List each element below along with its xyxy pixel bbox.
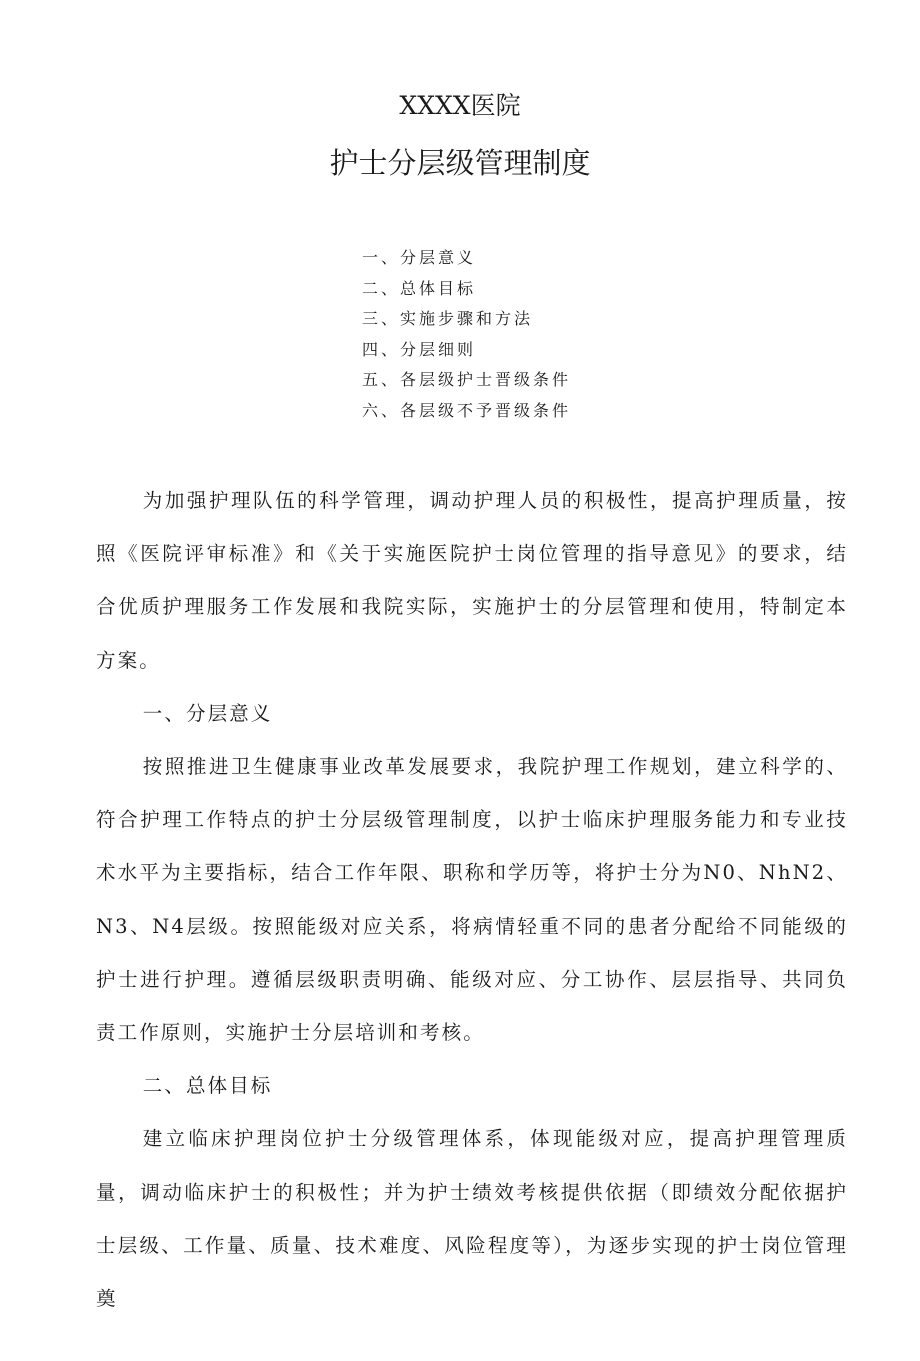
toc-item: 四、分层细则	[362, 339, 477, 359]
section-paragraph-meaning: 按照推进卫生健康事业改革发展要求，我院护理工作规划，建立科学的、符合护理工作特点的护士分层级管理制度，以护士临床护理服务能力和专业技术水平为主要指标，结合工作年限、职称和学历等，将护士分为N0、NhN2、N3、N4层级。按照能级对应关系，将病情轻重不同的患者分配给不同能级的护士进行护理。遵循层级职责明确、能级对应、分工协作、层层指导、共同负责工作原则，实施护士分层培训和考核。	[96, 755, 848, 1045]
document-body	[96, 474, 848, 1325]
intro-paragraph: 为加强护理队伍的科学管理，调动护理人员的积极性，提高护理质量，按照《医院评审标准》和《关于实施医院护士岗位管理的指导意见》的要求，结合优质护理服务工作发展和我院实际，实施护士的分层管理和使用，特制定本方案。	[96, 489, 848, 672]
table-of-contents	[362, 243, 571, 427]
toc-item: 五、各层级护士晋级条件	[362, 370, 572, 390]
toc-item: 六、各层级不予晋级条件	[362, 400, 572, 420]
toc-item: 三、实施步骤和方法	[362, 309, 534, 329]
document-title: 护士分层级管理制度	[329, 146, 591, 180]
section-heading-goals: 二、总体目标	[142, 1074, 273, 1098]
section-paragraph-goals: 建立临床护理岗位护士分级管理体系，体现能级对应，提高护理管理质量，调动临床护士的积极性；并为护士绩效考核提供依据（即绩效分配依据护士层级、工作量、质量、技术难度、风险程度等），为逐步实现的护士岗位管理奠	[96, 1127, 848, 1311]
toc-item: 一、分层意义	[362, 248, 477, 267]
hospital-name: XXXX医院	[399, 91, 521, 120]
toc-item: 二、总体目标	[362, 278, 477, 298]
section-heading-meaning: 一、分层意义	[142, 701, 273, 725]
